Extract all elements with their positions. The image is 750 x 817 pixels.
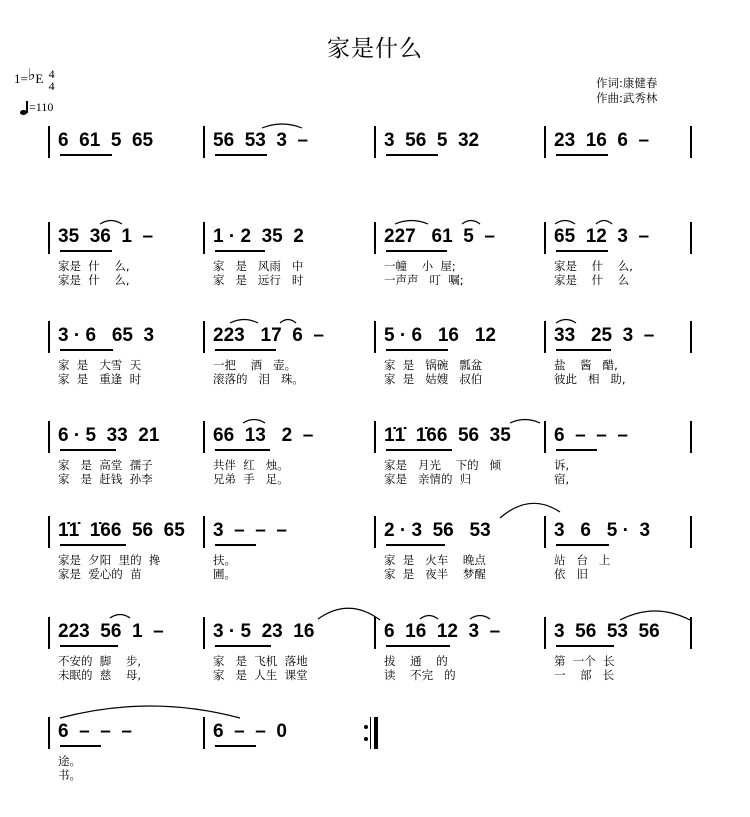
measure-notes: 3 – – – [213,520,287,541]
lyric-verse-2: 宿, [554,472,570,486]
measure-notes: 3 56 53 56 [554,621,660,642]
slur-arc [230,320,258,324]
lyric-verse-1: 一幢 小 屋; [384,259,456,273]
time-top: 4 [48,67,55,82]
measure-notes: 3 6 5 · 3 [554,520,651,541]
lyric-verse-1: 站 台 上 [554,553,611,567]
lyric-verse-1: 盐 酱 醋, [554,358,618,372]
lyric-verse-1: 家 是 锅碗 瓢盆 [384,358,483,372]
lyric-verse-2: 家 是 重逢 时 [58,372,142,386]
measure-notes: 227 61 5 – [384,226,495,247]
lyric-verse-1: 家 是 大雪 天 [58,358,142,372]
lyric-verse-2: 家是 什 么 [554,273,630,287]
lyric-verse-2: 家 是 人生 课堂 [213,668,308,682]
measure-notes: 65 12 3 – [554,226,650,247]
slur-arc [100,221,122,225]
lyric-verse-1: 家 是 飞机 落地 [213,654,308,668]
lyric-verse-2: 依 旧 [554,567,588,581]
measure-notes: 1̇1̇ 1̇66 56 65 [58,520,185,541]
lyric-verse-1: 一把 酒 壶。 [213,358,297,372]
lyricist-credit: 作词:康健春 [596,76,658,90]
slur-arc [395,221,428,225]
measure-notes: 2 · 3 56 53 [384,520,491,541]
slur-arc [60,706,240,718]
key-prefix: 1= [14,71,28,86]
slur-arc [620,611,690,620]
time-bottom: 4 [48,79,55,94]
slur-arc [243,420,265,424]
lyric-verse-1: 不安的 脚 步, [58,654,142,668]
slur-arc [262,124,302,128]
measure-notes: 3 · 5 23 16 [213,621,315,642]
slur-arc [318,608,380,620]
measure-notes: 223 17 6 – [213,325,324,346]
measure-notes: 6 – – – [58,721,132,742]
lyric-verse-2: 家是 亲情的 归 [384,472,472,486]
lyric-verse-1: 家是 夕阳 里的 搀 [58,553,161,567]
lyric-verse-2: 未眠的 慈 母, [58,668,142,682]
flat-symbol: ♭ [27,67,36,84]
slur-arc [470,616,490,620]
lyric-verse-1: 第 一个 长 [554,654,615,668]
measure-notes: 35 36 1 – [58,226,154,247]
tempo-value: =110 [29,100,54,114]
song-title: 家是什么 [327,36,423,62]
lyric-verse-2: 兄弟 手 足。 [213,472,289,486]
lyric-verse-2: 书。 [58,768,81,782]
measure-notes: 6 61 5 65 [58,130,154,151]
lyric-verse-2: 家是 爱心的 苗 [58,567,142,581]
measure-notes: 66 13 2 – [213,425,314,446]
measure-notes: 33 25 3 – [554,325,655,346]
measure-notes: 6 · 5 33 21 [58,425,160,446]
lyric-verse-1: 家 是 火车 晚点 [384,553,486,567]
lyric-verse-2: 滚落的 泪 珠。 [213,372,304,386]
slur-arc [555,221,575,225]
slur-arc [510,420,540,424]
lyric-verse-1: 诉, [554,458,570,472]
measure-notes: 23 16 6 – [554,130,650,151]
lyric-verse-1: 共伴 红 烛。 [213,458,289,472]
lyric-verse-2: 家 是 远行 时 [213,273,304,287]
measure-notes: 6 – – 0 [213,721,287,742]
lyric-verse-2: 家 是 姑嫂 叔伯 [384,372,483,386]
lyric-verse-1: 家是 月光 下的 倾 [384,458,502,472]
measure-notes: 56 53 3 – [213,130,309,151]
lyric-verse-2: 一 部 长 [554,668,615,682]
lyric-verse-1: 拔 通 的 [384,654,448,668]
measure-notes: 5 · 6 16 12 [384,325,496,346]
lyric-verse-1: 途。 [58,754,81,768]
lyric-verse-1: 家是 什 么, [554,259,633,273]
measure-notes: 6 16 12 3 – [384,621,501,642]
measure-notes: 1̇1̇ 1̇66 56 35 [384,425,511,446]
slur-arc [462,221,480,225]
slur-arc [596,221,612,225]
slur-arc [280,320,296,324]
lyric-verse-2: 一声声 叮 嘱; [384,273,464,287]
slur-arc [500,503,560,518]
measure-notes: 3 56 5 32 [384,130,480,151]
slur-arc [556,320,576,324]
measure-notes: 1 · 2 35 2 [213,226,304,247]
slur-arc [420,616,438,620]
measure-notes: 6 – – – [554,425,628,446]
measure-notes: 223 56 1 – [58,621,164,642]
lyric-verse-2: 家 是 赶钱 孙李 [58,472,153,486]
lyric-verse-1: 家 是 风雨 中 [213,259,304,273]
lyric-verse-2: 家是 什 么, [58,273,130,287]
lyric-verse-2: 彼此 相 助, [554,372,626,386]
lyric-verse-1: 家 是 高堂 孺子 [58,458,153,472]
lyric-verse-2: 读 不完 的 [384,668,456,682]
lyric-verse-1: 扶。 [213,553,236,567]
key-note: E [35,71,44,86]
composer-credit: 作曲:武秀林 [596,91,658,105]
lyric-verse-1: 家是 什 么, [58,259,130,273]
slur-arc [110,615,130,619]
lyric-verse-2: 圃。 [213,567,236,581]
measure-notes: 3 · 6 65 3 [58,325,155,346]
lyric-verse-2: 家 是 夜半 梦醒 [384,567,486,581]
